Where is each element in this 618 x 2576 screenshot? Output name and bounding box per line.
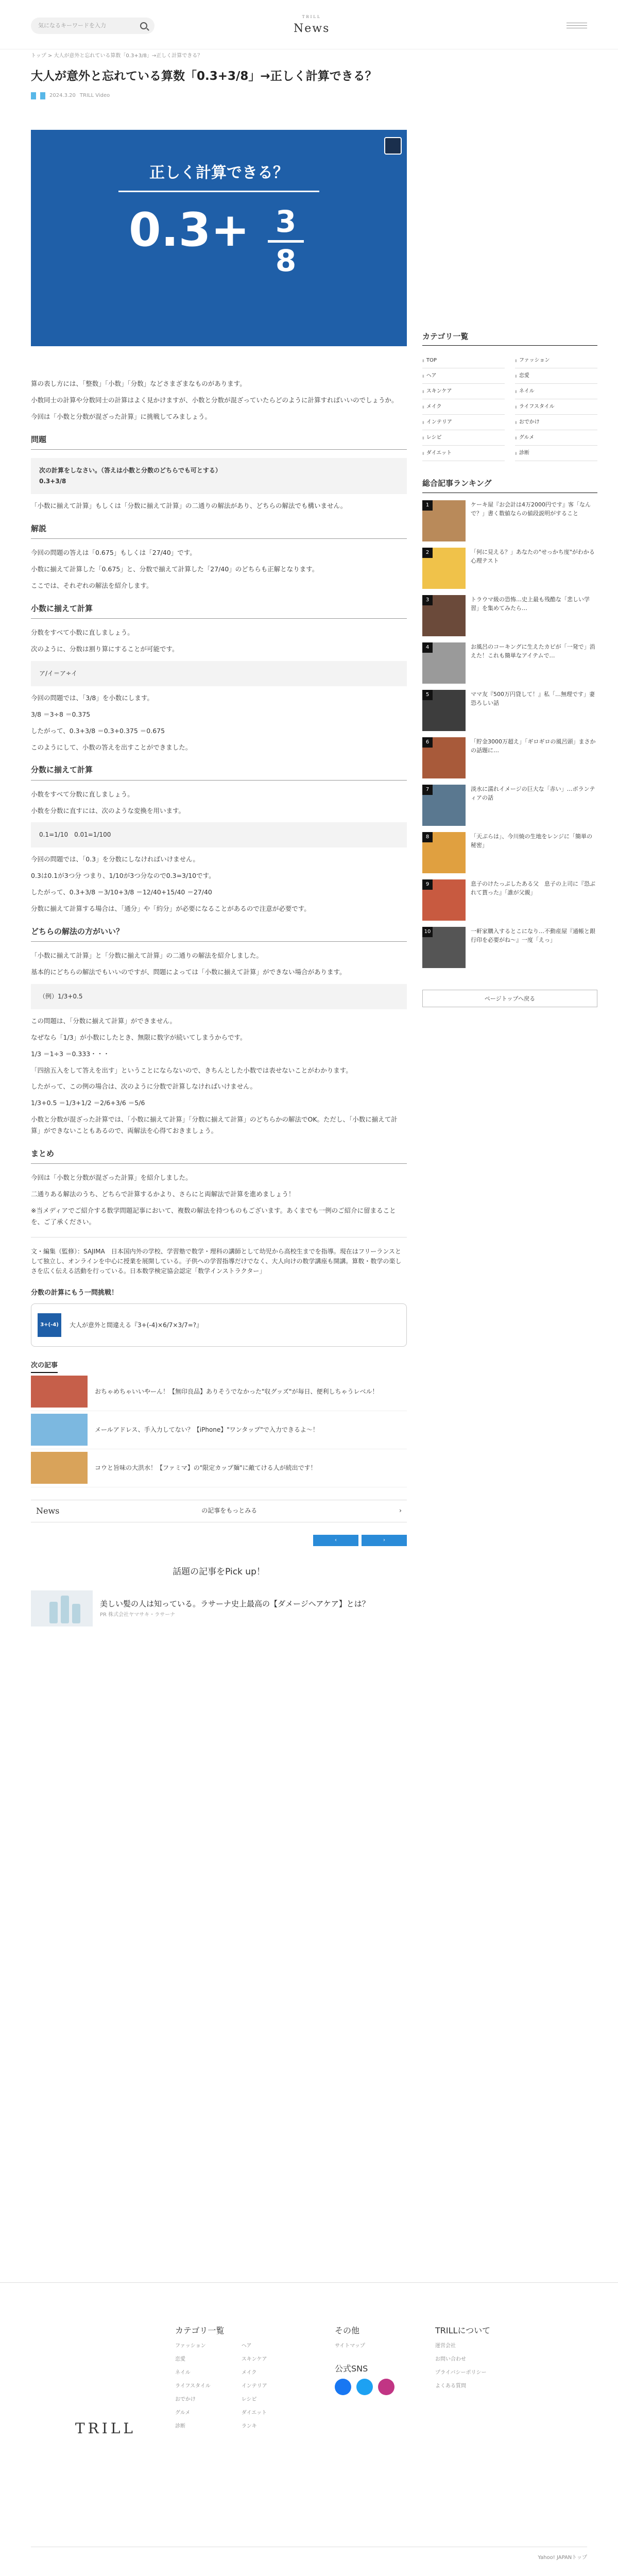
twitter-icon[interactable] bbox=[356, 2379, 373, 2395]
footer-category-link[interactable]: 恋愛 bbox=[175, 2357, 185, 2362]
category-link[interactable]: ▮ スキンケア bbox=[422, 384, 505, 399]
pickup-article-title: 美しい髪の人は知っている。ラサーナ史上最高の【ダメージヘアケア】とは？ bbox=[100, 1599, 370, 1608]
ranking-thumbnail: 10 bbox=[422, 927, 466, 968]
section-paragraph: 「四捨五入をして答えを出す」ということにならないので、きちんとした小数では表せないことがわかります。 bbox=[31, 1066, 352, 1074]
category-link[interactable]: ▮ ネイル bbox=[515, 384, 597, 399]
ranking-item[interactable] bbox=[422, 642, 597, 687]
section-paragraph: 小数と分数が混ざった計算では、「小数に揃えて計算」「分数に揃えて計算」のどちらかの解法でOK。ただし、「小数に揃えて計算」ができないこともあるので、両解法を心得ておきましょう。 bbox=[31, 1115, 398, 1135]
section-paragraph: 今回の問題では、「3/8」を小数にします。 bbox=[31, 693, 153, 702]
intro-paragraph: 小数同士の計算や分数同士の計算はよく見かけますが、小数と分数が混ざっていたらどのように計算すればいいのでしょうか。 bbox=[31, 396, 398, 404]
next-article[interactable] bbox=[31, 1449, 407, 1487]
ranking-item-title: 息子のけたっぷしたある父 息子の上司に『恐ぶれて貰った』「誰が父親」 bbox=[471, 880, 595, 896]
next-article-title: メールアドレス、手入力してない？【iPhone】"ワンタップ"で入力できるよ〜！ bbox=[95, 1426, 319, 1433]
instagram-icon[interactable] bbox=[378, 2379, 394, 2395]
ranking-item[interactable] bbox=[422, 690, 597, 734]
site-footer bbox=[0, 2282, 618, 2576]
footer-about-link[interactable]: 運営会社 bbox=[435, 2343, 456, 2349]
problem-title: 次の計算をしなさい。（答えは小数と分数のどちらでも可とする） bbox=[39, 467, 221, 474]
footer-about-link[interactable]: よくある質問 bbox=[435, 2383, 466, 2389]
pickup-title: 話題の記事をPick up！ bbox=[173, 1566, 265, 1577]
section-heading: 小数に揃えて計算 bbox=[31, 602, 407, 619]
section-heading: どちらの解法の方がいい？ bbox=[31, 925, 407, 942]
ranking-thumbnail: 2 bbox=[422, 548, 466, 589]
logo-text: News bbox=[294, 22, 330, 35]
ranking-thumbnail: 1 bbox=[422, 500, 466, 541]
intro-paragraph: 算の表し方には、「整数」「小数」「分数」などさまざまなものがあります。 bbox=[31, 380, 246, 388]
category-link[interactable]: ▮ ライフスタイル bbox=[515, 399, 597, 415]
more-news-logo: News bbox=[36, 1505, 60, 1516]
section-heading: 分数に揃えて計算 bbox=[31, 763, 407, 780]
next-article-thumbnail bbox=[31, 1376, 88, 1408]
section-paragraph: 今回の問題では、「0.3」を分数にしなければいけません。 bbox=[31, 855, 199, 863]
next-article-title: コウと旨味の大洪水！【ファミマ】の"限定カップ麺"に敵てける人が続出です！ bbox=[95, 1464, 317, 1471]
calc-steps: したがって、0.3+3/8 ＝3/10+3/8 ＝12/40+15/40 ＝27/40 bbox=[31, 888, 212, 896]
sidebar bbox=[422, 330, 597, 1007]
ranking-item[interactable] bbox=[422, 548, 597, 592]
section-heading: 問題 bbox=[31, 433, 407, 450]
bookmark-icon[interactable] bbox=[40, 92, 45, 99]
category-link[interactable]: ▮ TOP bbox=[422, 353, 505, 368]
example-box: （例）1/3+0.5 bbox=[31, 984, 407, 1009]
facebook-icon[interactable] bbox=[335, 2379, 351, 2395]
calc-steps: したがって、0.3+3/8 ＝0.3+0.375 ＝0.675 bbox=[31, 726, 165, 735]
calc-steps: 1/3+0.5 ＝1/3+1/2 ＝2/6+3/6 ＝5/6 bbox=[31, 1099, 145, 1107]
footer-other-title: その他 bbox=[335, 2326, 360, 2335]
next-article[interactable] bbox=[31, 1373, 407, 1411]
intro-paragraph: 今回は「小数と分数が混ざった計算」に挑戦してみましょう。 bbox=[31, 413, 212, 421]
next-article[interactable] bbox=[31, 1411, 407, 1449]
section-paragraph: このようにして、小数の答えを出すことができました。 bbox=[31, 743, 192, 751]
ranking-item[interactable] bbox=[422, 785, 597, 829]
next-articles-label: 次の記事 bbox=[31, 1360, 58, 1373]
section-paragraph: なぜなら「1/3」が小数にしたとき、無限に数字が続いてしまうからです。 bbox=[31, 1033, 247, 1041]
channel-icon bbox=[384, 137, 402, 155]
search-input[interactable] bbox=[31, 18, 154, 34]
social-links bbox=[335, 2379, 394, 2395]
footer-other bbox=[335, 2324, 394, 2395]
section-paragraph: 「小数に揃えて計算」もしくは「分数に揃えて計算」の二通りの解法があり、どちらの解法でも構いません。 bbox=[31, 502, 347, 510]
section-paragraph: 「小数に揃えて計算」と「分数に揃えて計算」の二通りの解法を紹介しました。 bbox=[31, 952, 263, 960]
ranking-item[interactable] bbox=[422, 832, 597, 876]
ranking-item[interactable] bbox=[422, 595, 597, 639]
footer-about-link[interactable]: お問い合わせ bbox=[435, 2357, 466, 2362]
related-thumbnail: 3+(-4) bbox=[38, 1313, 61, 1337]
hero-numerator: 3 bbox=[275, 204, 297, 240]
article-date: 2024.3.20 bbox=[49, 92, 76, 98]
hero-denominator: 8 bbox=[275, 243, 297, 279]
footer-category-link[interactable]: インテリア bbox=[241, 2383, 267, 2389]
footer-category-link[interactable]: ファッション bbox=[175, 2343, 206, 2349]
calc-steps: 0.3は0.1が3つ分 つまり、1/10が3つ分なので0.3=3/10です。 bbox=[31, 872, 215, 880]
footer-category-link[interactable]: ヘア bbox=[241, 2343, 252, 2349]
section-paragraph: 次のように、分数は割り算にすることが可能です。 bbox=[31, 645, 179, 653]
problem-expression: 0.3+3/8 bbox=[39, 478, 66, 485]
ranking-item-title: 「何に見える？」あなたの"せっかち度"がわかる心理テスト bbox=[471, 548, 595, 564]
next-article-thumbnail bbox=[31, 1414, 88, 1446]
hero-fraction bbox=[268, 205, 304, 278]
calc-steps: 3/8 ＝3÷8 ＝0.375 bbox=[31, 710, 91, 718]
footer-sns-title: 公式SNS bbox=[335, 2364, 368, 2374]
footer-category-link[interactable]: ランキ bbox=[241, 2424, 257, 2429]
share-icon[interactable] bbox=[31, 92, 36, 99]
pickup-card[interactable] bbox=[31, 1590, 407, 1626]
footer-about bbox=[435, 2324, 490, 2393]
ranking-item[interactable] bbox=[422, 879, 597, 924]
article-source[interactable]: TRILL Video bbox=[79, 92, 110, 98]
footer-category-link[interactable]: ライフスタイル bbox=[175, 2383, 211, 2389]
footer-about-title: TRILLについて bbox=[435, 2326, 491, 2335]
related-article-card[interactable] bbox=[31, 1303, 407, 1347]
footer-category-link[interactable]: ネイル bbox=[175, 2370, 191, 2376]
ranking-thumbnail: 6 bbox=[422, 737, 466, 778]
ranking-item-title: トラウマ級の恐怖…史上最も残酷な「悲しい学習」を集めてみたら… bbox=[471, 596, 590, 612]
ranking-thumbnail: 5 bbox=[422, 690, 466, 731]
site-header bbox=[0, 0, 618, 49]
section-paragraph: この問題は、「分数に揃えて計算」ができません。 bbox=[31, 1016, 177, 1025]
related-article-title: 大人が意外と間違える『3+(-4)×6/7×3/7=?』 bbox=[70, 1321, 203, 1329]
footer-category-link[interactable]: おでかけ bbox=[175, 2397, 196, 2402]
section-paragraph: ここでは、それぞれの解法を紹介します。 bbox=[31, 582, 153, 590]
section-paragraph: 今回の問題の答えは「0.675」もしくは「27/40」です。 bbox=[31, 549, 196, 557]
ranking-item-title: ママ友『500万円貸して！』私「…無理です」妻恐ろしい話 bbox=[471, 690, 595, 706]
footer-category-link[interactable]: ダイエット bbox=[241, 2410, 267, 2416]
category-title: カテゴリ一覧 bbox=[422, 330, 597, 346]
pager bbox=[31, 1535, 407, 1546]
sitemap-link[interactable]: サイトマップ bbox=[335, 2343, 365, 2349]
category-link[interactable]: ▮ レシピ bbox=[422, 430, 505, 446]
footer-categories bbox=[175, 2324, 267, 2433]
ranking-item-title: 「貯金3000万超え」「ギロギロの風呂頭」まさかの話題に… bbox=[471, 738, 596, 754]
section-paragraph: 基本的にどちらの解法でもいいのですが、問題によっては「小数に揃えて計算」ができない場合があります。 bbox=[31, 968, 346, 976]
section-paragraph: 二通りある解法のうち、どちらで計算するかより、さらにと両解法で計算を進めましょう！ bbox=[31, 1190, 295, 1198]
chevron-right-icon: › bbox=[399, 1507, 402, 1515]
ranking-item-title: お風呂のコーキングに生えたカビが「一発で」消えた！これも簡単なアイテムで… bbox=[471, 643, 595, 659]
site-logo[interactable] bbox=[294, 15, 330, 39]
pickup-thumbnail bbox=[31, 1590, 93, 1626]
ranking-thumbnail: 3 bbox=[422, 595, 466, 636]
section-paragraph: 小数を分数に直すには、次のような変換を用います。 bbox=[31, 806, 185, 815]
section-paragraph: 分数に揃えて計算する場合は、「通分」や「約分」が必要になることがあるので注意が必要です。 bbox=[31, 905, 311, 913]
footer-category-link[interactable]: グルメ bbox=[175, 2410, 191, 2416]
search-icon[interactable] bbox=[140, 22, 147, 29]
category-link[interactable]: ▮ メイク bbox=[422, 399, 505, 415]
section-paragraph: ※当メディアでご紹介する数学問題記事において、複数の解法を持つものもございます。あくまでも一例のご紹介に留まることを、ご了承ください。 bbox=[31, 1206, 396, 1226]
section-paragraph: 小数をすべて分数に直しましょう。 bbox=[31, 790, 134, 798]
ranking-item[interactable] bbox=[422, 500, 597, 545]
category-link[interactable]: ▮ 恋愛 bbox=[515, 368, 597, 384]
article-meta bbox=[31, 91, 407, 100]
category-link[interactable]: ▮ おでかけ bbox=[515, 415, 597, 430]
article-body bbox=[31, 378, 407, 1626]
next-article-title: おちゃめちゃいいやーん！【無印良品】ありそうでなかった"収グッズ"が毎日、便利しちゃうレベル！ bbox=[95, 1387, 379, 1395]
next-article-thumbnail bbox=[31, 1452, 88, 1484]
ranking-title: 総合記事ランキング bbox=[422, 477, 597, 493]
category-link[interactable]: ▮ ダイエット bbox=[422, 446, 505, 461]
ranking-item-title: ケーキ屋『お会計は4万2000円です』客「なんで？」書く数値ならの値段説明がすること bbox=[471, 501, 591, 517]
section-paragraph: したがって、この例の場合は、次のように分数で計算しなければいけません。 bbox=[31, 1082, 257, 1091]
formula-box: 0.1=1/10 0.01=1/100 bbox=[31, 822, 407, 848]
category-link[interactable]: ▮ ファッション bbox=[515, 353, 597, 368]
article-main bbox=[31, 49, 407, 1626]
hero-expression: 0.3+ bbox=[129, 203, 250, 258]
search-placeholder: 気になるキーワードを入力 bbox=[38, 22, 106, 29]
ranking-thumbnail: 4 bbox=[422, 642, 466, 684]
section-heading: まとめ bbox=[31, 1147, 407, 1164]
more-news-link[interactable] bbox=[31, 1500, 407, 1522]
ranking-thumbnail: 9 bbox=[422, 879, 466, 921]
category-link[interactable]: ▮ ヘア bbox=[422, 368, 505, 384]
more-news-text: の記事をもっとみる bbox=[201, 1507, 258, 1515]
ranking-item-title: 一軒家購入するとこになり…不動産屋『通帳と銀行印を必要がね〜』一度「えっ」 bbox=[471, 927, 595, 943]
footer-category-link[interactable]: 診断 bbox=[175, 2424, 185, 2429]
footer-category-link[interactable]: レシピ bbox=[241, 2397, 257, 2402]
hero-image bbox=[31, 130, 407, 346]
category-link[interactable]: ▮ 診断 bbox=[515, 446, 597, 461]
section-paragraph: 小数に揃えて計算した「0.675」と、分数で揃えて計算した「27/40」のどちらも正解となります。 bbox=[31, 565, 319, 573]
ranking-item-title: 「天ぷらは」、今川焼の生地をレンジに「簡単の秘密」 bbox=[471, 833, 592, 849]
footer-about-link[interactable]: プライバシーポリシー bbox=[435, 2370, 487, 2376]
pager-next-button[interactable]: › bbox=[362, 1535, 407, 1546]
logo-sub: TRILL bbox=[302, 15, 321, 19]
footer-categories-title: カテゴリ一覧 bbox=[175, 2326, 225, 2335]
ranking-item-title: 淡水に濡れイメージの巨大な「赤い」…ボランティアの話 bbox=[471, 785, 595, 801]
back-to-top-button[interactable]: ページトップへ戻る bbox=[422, 990, 597, 1007]
ranking-thumbnail: 7 bbox=[422, 785, 466, 826]
ranking bbox=[422, 477, 597, 1007]
formula-box: ア/イ＝ア÷イ bbox=[31, 661, 407, 686]
category-list bbox=[422, 353, 597, 461]
footer-category-link[interactable]: メイク bbox=[241, 2370, 257, 2376]
hero-question: 正しく計算できる？ bbox=[149, 164, 288, 182]
pager-prev-button[interactable]: ‹ bbox=[313, 1535, 358, 1546]
section-paragraph: 分数をすべて小数に直しましょう。 bbox=[31, 629, 134, 637]
problem-box bbox=[31, 458, 407, 494]
category-link[interactable]: ▮ グルメ bbox=[515, 430, 597, 446]
footer-logo[interactable]: TRILL bbox=[75, 2420, 136, 2437]
yahoo-link[interactable]: Yahoo! JAPANトップ bbox=[538, 2555, 587, 2561]
article-title: 大人が意外と忘れている算数「0.3+3/8」→正しく計算できる？ bbox=[31, 69, 377, 83]
ranking-item[interactable] bbox=[422, 737, 597, 782]
hamburger-menu-icon[interactable] bbox=[566, 23, 587, 30]
related-title: 分数の計算にもう一問挑戦！ bbox=[31, 1289, 118, 1297]
hero-rule bbox=[118, 191, 319, 192]
calc-steps: 1/3 ＝1÷3 ＝0.333・・・ bbox=[31, 1049, 110, 1058]
footer-category-link[interactable]: スキンケア bbox=[241, 2357, 267, 2362]
ranking-thumbnail: 8 bbox=[422, 832, 466, 873]
ranking-item[interactable] bbox=[422, 927, 597, 971]
author-profile: 文・編集（監修）：SAJIMA 日本国内外の学校、学習塾で数学・理科の講師として幼児から高校生までを指導。現在はフリーランスとして独立し、オンラインを中心に授業を展開している。子供への学習指導だけでなく、大人向けの数学講座も開講。算数・数学の楽しさを広く伝える活動を行っている。日本数学検定協会認定「数学インストラクター」 bbox=[31, 1247, 402, 1275]
category-link[interactable]: ▮ インテリア bbox=[422, 415, 505, 430]
section-heading: 解説 bbox=[31, 522, 407, 539]
breadcrumb[interactable]: トップ > 大人が意外と忘れている算数「0.3+3/8」→正しく計算できる？ bbox=[31, 53, 203, 59]
section-paragraph: 今回は「小数と分数が混ざった計算」を紹介しました。 bbox=[31, 1174, 192, 1182]
pickup-sponsor: PR 株式会社ヤマサキ・ラサーナ bbox=[100, 1612, 176, 1618]
